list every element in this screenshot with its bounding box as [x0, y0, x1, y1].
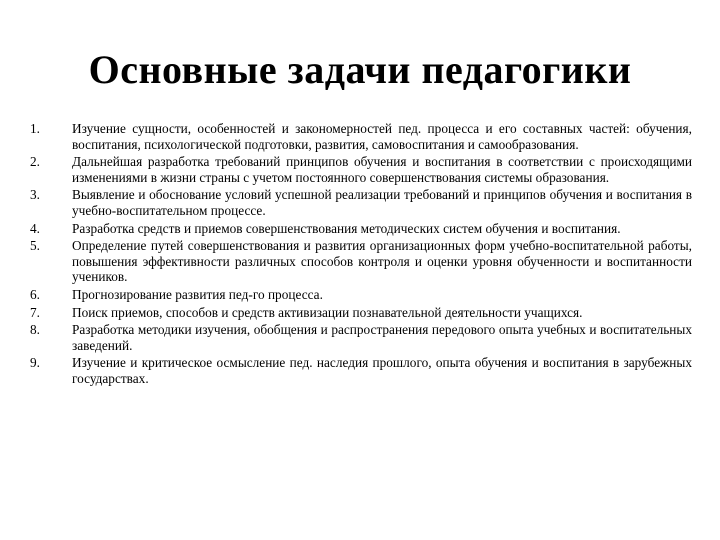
item-number: 2.	[30, 154, 40, 170]
item-text: Поиск приемов, способов и средств активизации познавательной деятельности учащихся.	[72, 304, 583, 320]
item-number: 6.	[30, 286, 40, 302]
item-number: 1.	[30, 121, 40, 136]
list-item	[30, 238, 692, 285]
task-list	[30, 121, 692, 389]
item-text: Дальнейшая разработка требований принципов обучения и воспитания в соответствии с происходящими изменениями в жизни страны с учетом постоянного совершенствования системы образования.	[72, 154, 692, 185]
item-number: 7.	[30, 304, 40, 320]
item-text: Выявление и обоснование условий успешной реализации требований и принципов обучения и воспитания в учебно-воспитательном процессе.	[72, 187, 692, 218]
list-item	[30, 355, 692, 386]
item-number: 5.	[30, 238, 40, 254]
list-item	[30, 287, 692, 303]
item-text: Разработка методики изучения, обобщения и распространения передового опыта учебных и воспитательных заведений.	[72, 322, 692, 353]
list-item	[30, 187, 692, 218]
slide-title: Основные задачи педагогики	[88, 47, 632, 92]
item-text: Изучение и критическое осмысление пед. наследия прошлого, опыта обучения и воспитания в зарубежных государствах.	[72, 355, 692, 386]
item-number: 3.	[30, 187, 40, 203]
list-item	[30, 121, 692, 152]
list-item	[30, 221, 692, 237]
item-number: 4.	[30, 220, 40, 236]
item-text: Прогнозирование развития пед-го процесса.	[72, 286, 323, 302]
item-text: Определение путей совершенствования и развития организационных форм учебно-воспитательной работы, повышения эффективности различных способов контроля и оценки уровня обученности и воспитанности учеников.	[72, 238, 692, 285]
list-item	[30, 154, 692, 185]
item-number: 9.	[30, 355, 40, 371]
item-text: Разработка средств и приемов совершенствования методических систем обучения и воспитания.	[72, 220, 621, 236]
item-text: Изучение сущности, особенностей и закономерностей пед. процесса и его составных частей: обучения, воспитания, психологической подготовки, развития, самовоспитания и самообразования.	[72, 121, 692, 152]
list-item	[30, 322, 692, 353]
list-item	[30, 305, 692, 321]
item-number: 8.	[30, 322, 40, 338]
